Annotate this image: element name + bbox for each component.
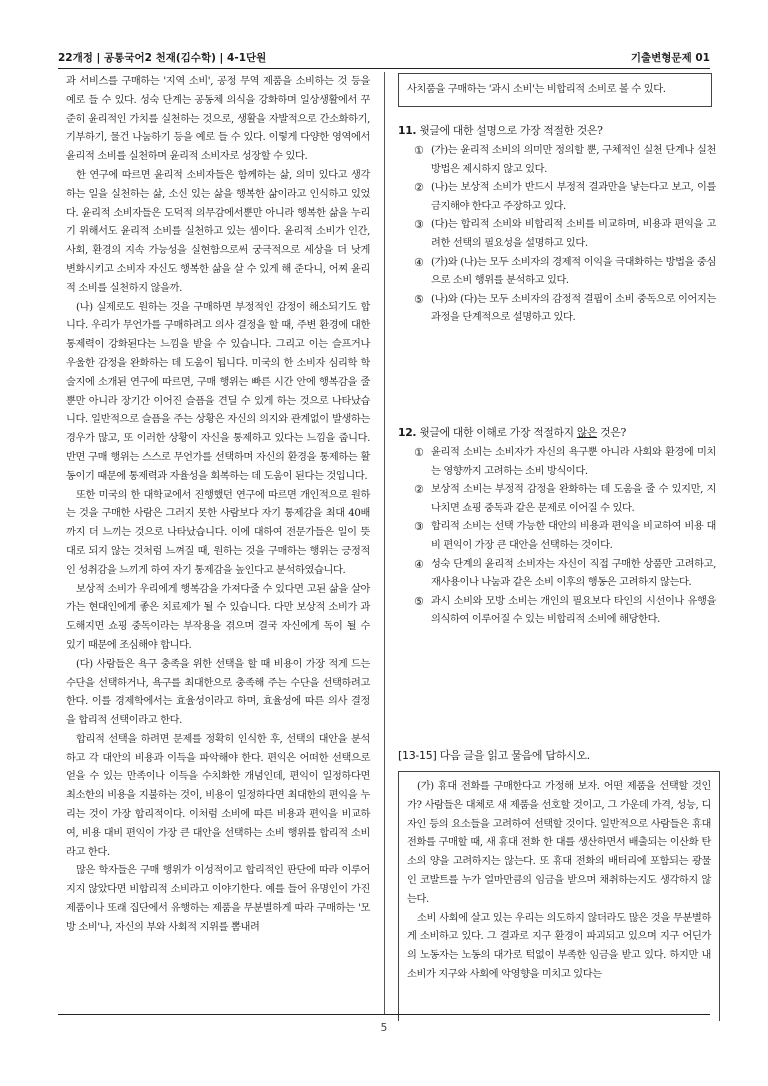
choice-text: (가)는 윤리적 소비의 의미만 정의할 뿐, 구체적인 실천 단계나 실천 방법은 제시하지 않고 있다. <box>431 145 716 175</box>
page-number: 5 <box>380 1022 388 1034</box>
choice-2[interactable] <box>414 179 716 216</box>
choice-mark: ④ <box>414 557 424 571</box>
choice-3[interactable] <box>414 216 716 253</box>
question-emphasis: 않은 <box>576 426 598 439</box>
choice-mark: ③ <box>414 520 424 534</box>
question-text: 윗글에 대한 이해로 가장 적절하지 <box>419 426 577 439</box>
choice-text: 성숙 단계의 윤리적 소비자는 자신이 직접 구매한 상품만 고려하고, 재사용이나 나눔과 같은 소비 이후의 행동은 고려하지 않는다. <box>431 558 716 589</box>
choice-1[interactable] <box>414 444 716 481</box>
question-12 <box>398 424 716 630</box>
choice-1[interactable] <box>414 142 716 179</box>
choice-text: (나)와 (다)는 모두 소비자의 감정적 결핍이 소비 중독으로 이어지는 과정을 단계적으로 설명하고 있다. <box>431 293 716 324</box>
choice-text: 합리적 소비는 선택 가능한 대안의 비용과 편익을 비교하여 비용 대비 편익이 가장 큰 대안을 선택하는 것이다. <box>431 521 716 551</box>
header-course-info: 22개정 | 공통국어2 천재(김수학) | 4-1단원 <box>58 52 267 64</box>
choice-3[interactable] <box>414 518 716 555</box>
choice-mark: ② <box>414 483 424 497</box>
choice-4[interactable] <box>414 556 716 593</box>
passage-continuation-box <box>398 73 712 107</box>
passage-paragraph: (다) 사람들은 욕구 충족을 위한 선택을 할 때 비용이 가장 적게 드는 수단을 선택하거나, 욕구를 최대한으로 충족해 주는 수단을 선택하려고 한다. 이를 경제학에서는 효율성이라고 하며, 효율성에 따른 의사 결정을 합리적 선택이라고 한다. <box>66 658 370 727</box>
choice-5[interactable] <box>414 593 716 630</box>
choice-mark: ② <box>414 181 424 195</box>
choice-text: 과시 소비와 모방 소비는 개인의 필요보다 타인의 시선이나 유행을 의식하여 이루어질 수 있는 비합리적 소비에 해당한다. <box>431 595 716 626</box>
choice-text: (다)는 합리적 소비와 비합리적 소비를 비교하며, 비용과 편익을 고려한 선택의 필요성을 설명하고 있다. <box>431 219 716 249</box>
header-rule <box>58 68 710 69</box>
choice-5[interactable] <box>414 291 716 328</box>
question-12-stem <box>398 424 716 442</box>
choice-text: (가)와 (나)는 모두 소비자의 경제적 이익을 극대화하는 방법을 중심으로 소비 행위를 분석하고 있다. <box>431 256 716 287</box>
passage-paragraph: (가) 휴대 전화를 구매한다고 가정해 보자. 어떤 제품을 선택할 것인가? 사람들은 대체로 새 제품을 선호할 것이고, 그 가운데 가격, 성능, 디자인 등의 요소들을 고려하여 선택할 것이다. 일반적으로 사람들은 휴대 전화를 구매할 때, 새 휴대 전화 한 대를 생산하면서 배출되는 이산화 탄소의 양을 고려하지는 않는다. 또 휴대 전화의 배터리에 포함되는 광물인 코발트를 누가 얼마만큼의 임금을 받으며 채취하는지도 생각하지 않는다. <box>407 781 711 905</box>
page-header <box>58 50 710 68</box>
footer-rule <box>58 1014 710 1015</box>
question-11 <box>398 122 716 328</box>
passage-paragraph: 과 서비스를 구매하는 '지역 소비', 공정 무역 제품을 소비하는 것 등을 예로 들 수 있다. 성숙 단계는 공동체 의식을 강화하며 일상생활에서 꾸준히 윤리적인 가치를 실천하는 것으로, 생활을 자발적으로 간소화하기, 기부하기, 물건 나눔하기 등을 예로 들 수 있다. 이렇게 다양한 영역에서 윤리적 소비를 실천하며 윤리적 소비자로 성장할 수 있다. <box>66 76 370 163</box>
choice-text: (나)는 보상적 소비가 반드시 부정적 결과만을 낳는다고 보고, 이를 금지해야 한다고 주장하고 있다. <box>431 182 716 212</box>
left-column-passage <box>66 73 370 938</box>
choice-mark: ① <box>414 446 424 459</box>
choice-mark: ⑤ <box>414 594 424 608</box>
passage-box-text: 사치품을 구매하는 '과시 소비'는 비합리적 소비로 볼 수 있다. <box>398 73 712 107</box>
choice-text: 보상적 소비는 부정적 감정을 완화하는 데 도움을 줄 수 있지만, 지나치면 쇼핑 중독과 같은 문제로 이어질 수 있다. <box>431 484 716 514</box>
passage-paragraph: 많은 학자들은 구매 행위가 이성적이고 합리적인 판단에 따라 이루어지지 않았다면 비합리적 소비라고 이야기한다. 예를 들어 유명인이 가진 제품이나 또래 집단에서 유행하는 제품을 무분별하게 따라 구매하는 '모방 소비'나, 자신의 부와 사회적 지위를 뽐내려 <box>66 865 370 933</box>
question-text-end: 것은? <box>597 426 627 439</box>
passage-paragraph: (나) 실제로도 원하는 것을 구매하면 부정적인 감정이 해소되기도 합니다. 우리가 무언가를 구매하려고 의사 결정을 할 때, 주변 환경에 대한 통제력이 강화된다는 느낌을 받을 수 있습니다. 그리고 이는 슬프거나 우울한 감정을 완화하는 데 도움이 됩니다. 미국의 한 소비자 심리학 학술지에 소개된 연구에 따르면, 구매 행위는 빠른 시간 안에 행복감을 줄 뿐만 아니라 장기간 이어진 슬픔을 견딜 수 있게 하는 것으로 나타났습니다. 일반적으로 슬픔을 주는 상황은 자신의 의지와 관계없이 발생하는 경우가 많고, 또 이러한 상황이 자신을 통제하고 있다는 느낌을 줍니다. 반면 구매 행위는 스스로 무언가를 선택하며 자신의 환경을 통제하는 활동이기 때문에 통제력과 자율성을 회복하는 데 도움이 된다는 것입니다. <box>66 301 370 482</box>
passage-box-2 <box>398 771 720 1021</box>
choice-4[interactable] <box>414 254 716 291</box>
choice-text: 윤리적 소비는 소비자가 자신의 욕구뿐 아니라 사회와 환경에 미치는 영향까지 고려하는 소비 방식이다. <box>431 447 716 477</box>
choice-mark: ⑤ <box>414 292 424 306</box>
choice-mark: ④ <box>414 255 424 269</box>
passage-paragraph: 한 연구에 따르면 윤리적 소비자들은 함께하는 삶, 의미 있다고 생각하는 일을 실천하는 삶, 소신 있는 삶을 행복한 삶이라고 인식하고 있었다. 윤리적 소비자들은 도덕적 의무감에서뿐만 아니라 행복한 삶을 누리기 위해서도 윤리적 소비를 실천하고 있는 셈이다. 윤리적 소비가 인간, 사회, 환경의 지속 가능성을 실현함으로써 궁극적으로 세상을 더 낫게 변화시키고 소비자 자신도 행복한 삶을 살 수 있게 해 준다니, 어찌 윤리적 소비를 실천하지 않을까. <box>66 169 370 294</box>
choice-2[interactable] <box>414 481 716 518</box>
passage-paragraph: 합리적 선택을 하려면 문제를 정확히 인식한 후, 선택의 대안을 분석하고 각 대안의 비용과 이득을 파악해야 한다. 편익은 어떠한 선택으로 얻을 수 있는 만족이나 이득을 수치화한 개념인데, 편익이 일정하다면 최소한의 비용을 지불하는 것이, 비용이 일정하다면 최대한의 편익을 누리는 것이 가장 합리적이다. 이처럼 소비에 따른 비용과 편익을 비교하여, 비용 대비 편익이 가장 큰 대안을 선택하는 소비 행위를 합리적 소비라고 한다. <box>66 733 370 858</box>
question-11-stem <box>398 122 716 140</box>
question-number: 11. <box>398 124 417 137</box>
passage-paragraph: 또한 미국의 한 대학교에서 진행했던 연구에 따르면 개인적으로 원하는 것을 구매한 사람은 그러지 못한 사람보다 자기 통제감을 최대 40배까지 더 느끼는 것으로 나타났습니다. 이에 대하여 전문가들은 일이 뜻대로 되지 않는 것처럼 느껴질 때, 원하는 것을 구매하는 행위는 긍정적인 성취감을 느끼게 하여 자기 통제감을 높인다고 분석하였습니다. <box>66 489 370 576</box>
question-set-title: [13-15] 다음 글을 읽고 물음에 답하시오. <box>398 749 590 762</box>
choice-mark: ③ <box>414 218 424 232</box>
passage-paragraph: 소비 사회에 살고 있는 우리는 의도하지 않더라도 많은 것을 무분별하게 소비하고 있다. 그 결과로 지구 환경이 파괴되고 있으며 지구 어딘가의 노동자는 노동의 대가로 턱없이 부족한 임금을 받고 있다. 하지만 내 소비가 지구와 사회에 악영향을 미치고 있다는 <box>407 912 711 980</box>
header-exam-title: 기출변형문제 01 <box>630 52 710 64</box>
question-text: 윗글에 대한 설명으로 가장 적절한 것은? <box>419 124 603 137</box>
column-divider <box>384 72 385 1014</box>
choice-mark: ① <box>414 144 424 157</box>
passage-paragraph: 보상적 소비가 우리에게 행복감을 가져다줄 수 있다면 고된 삶을 살아가는 현대인에게 좋은 치료제가 될 수 있습니다. 다만 보상적 소비가 과도해지면 쇼핑 중독이라는 부작용을 겪으며 결국 자신에게 독이 될 수 있기 때문에 조심해야 합니다. <box>66 583 370 651</box>
question-number: 12. <box>398 426 417 439</box>
